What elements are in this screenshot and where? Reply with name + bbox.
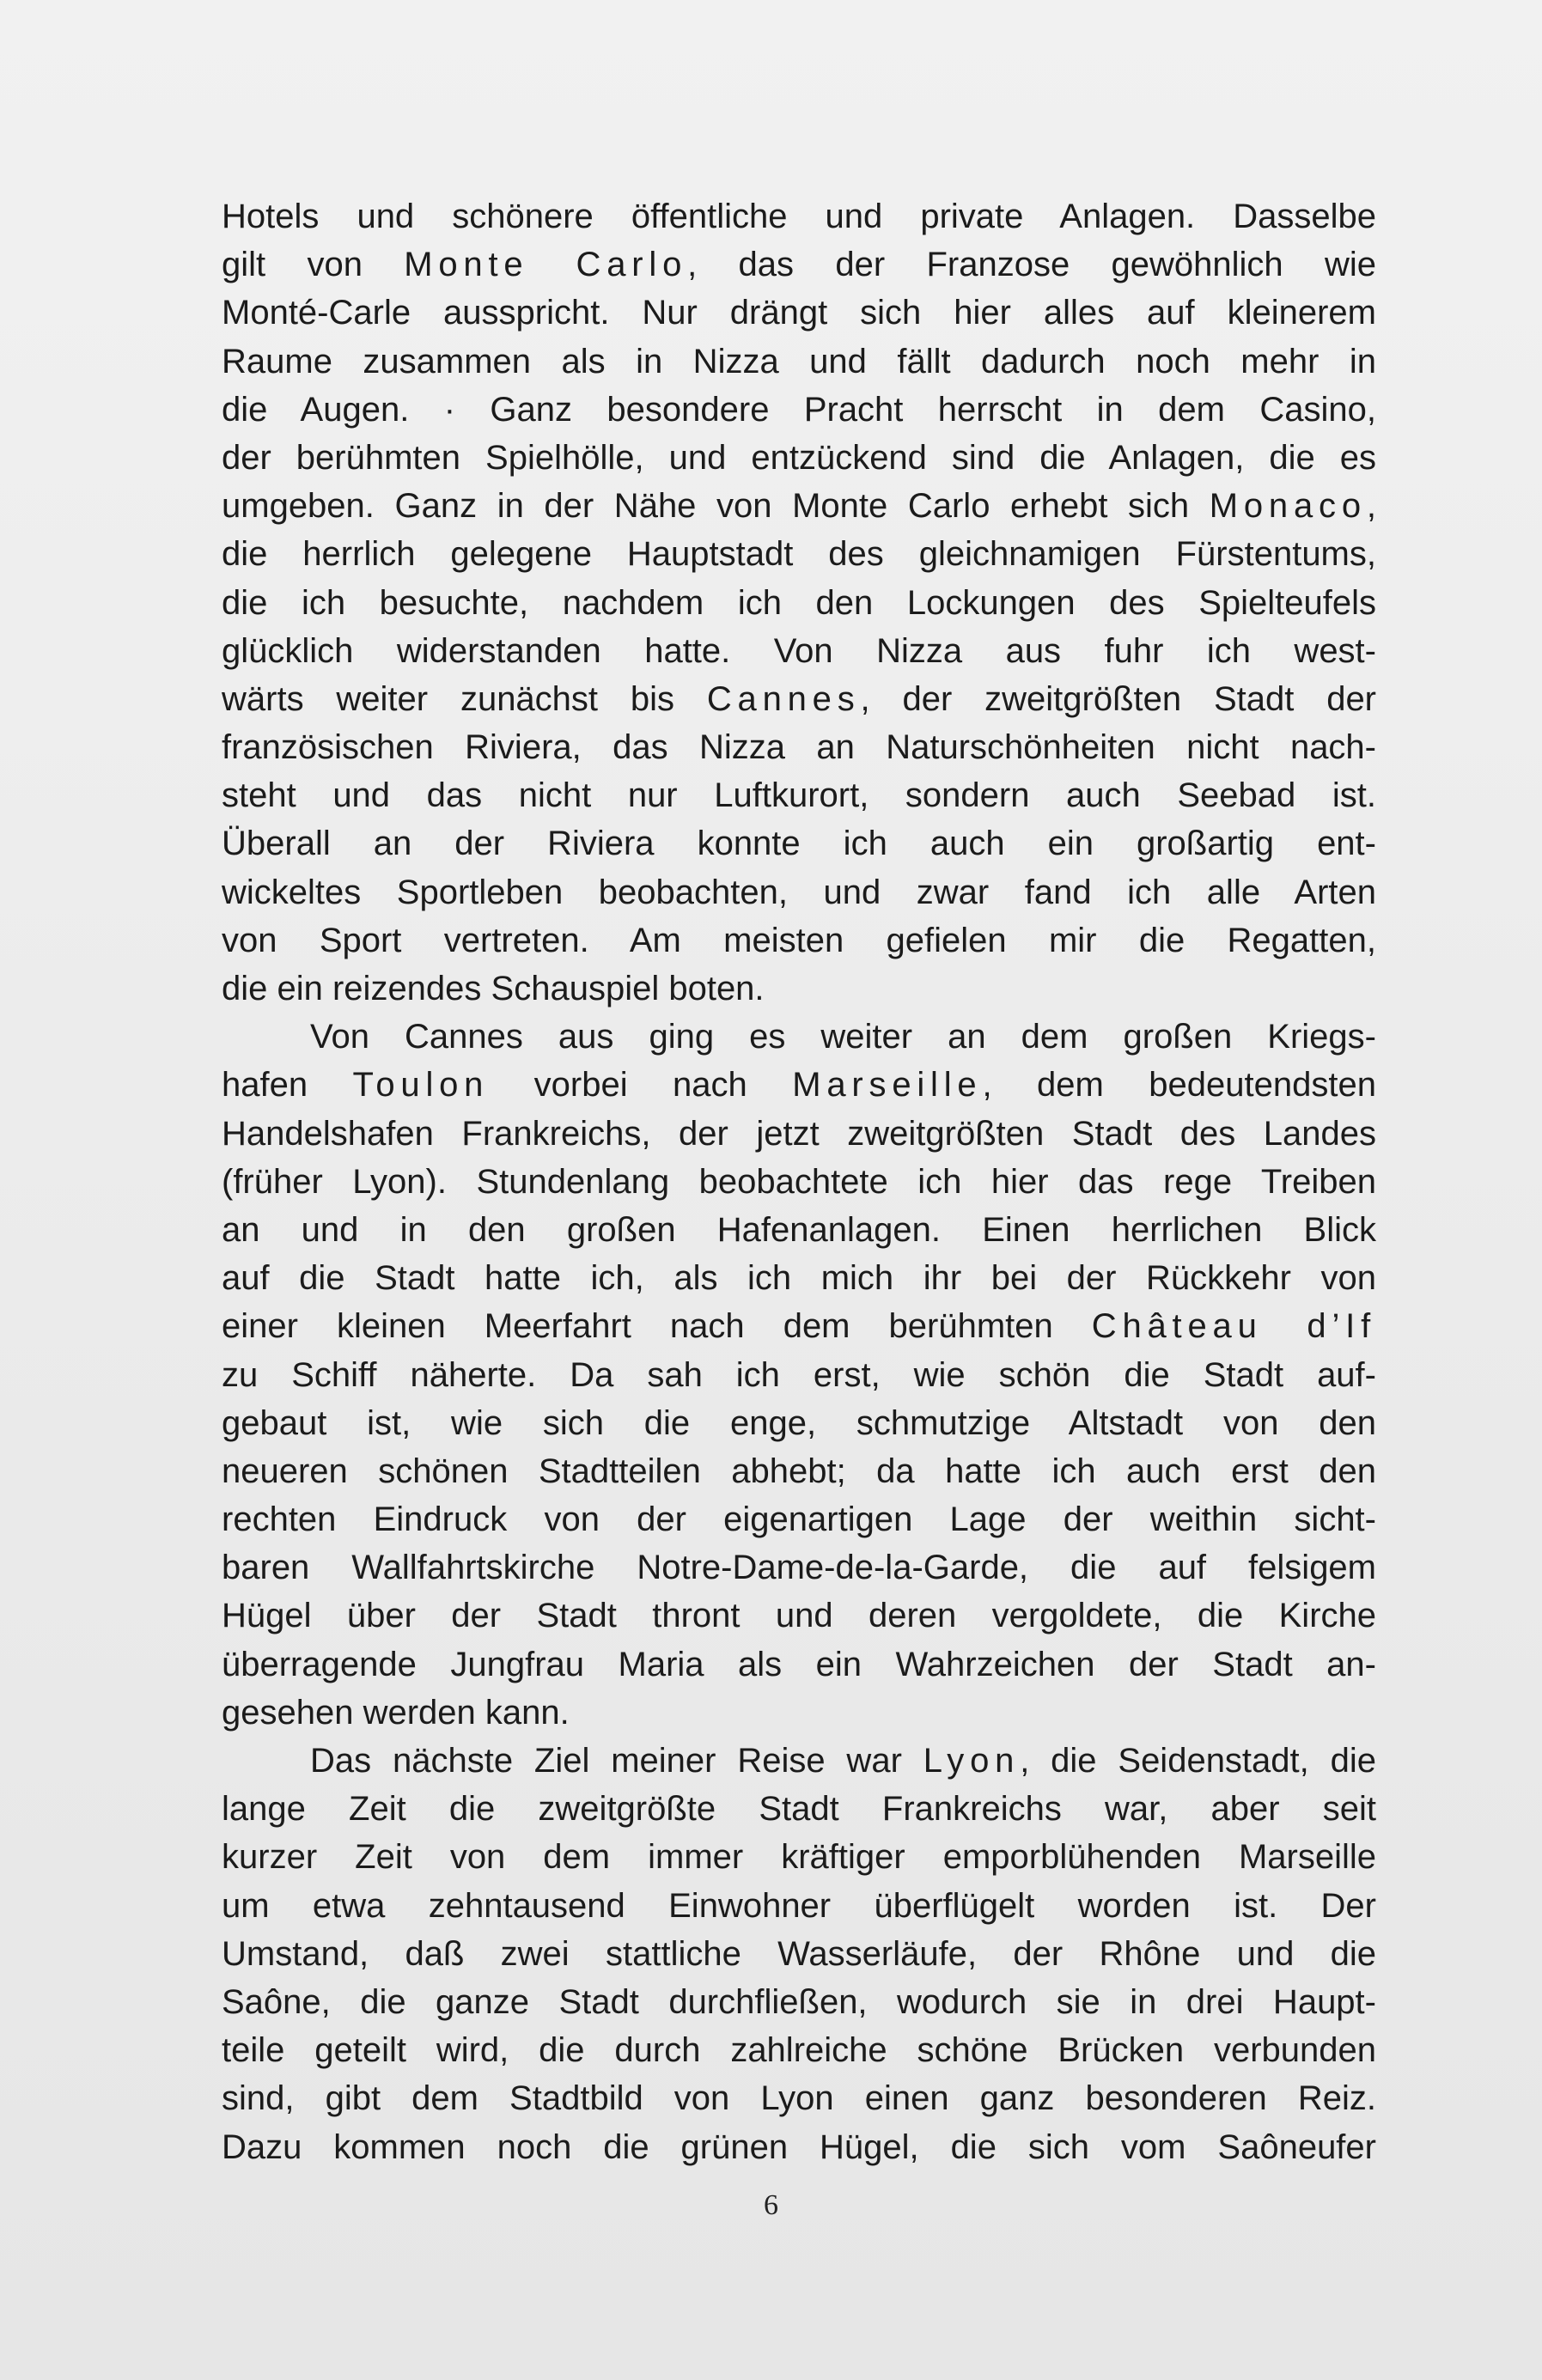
- text-line: Umstand, daß zwei stattliche Wasserläufe, der Rhône und die: [222, 1934, 1376, 1973]
- text-line: auf die Stadt hatte ich, als ich mich ihr bei der Rückkehr von: [222, 1259, 1376, 1298]
- paragraph: [222, 1013, 1376, 1737]
- text-line: wickeltes Sportleben beobachten, und zwar fand ich alle Arten: [222, 873, 1376, 911]
- text-line: von Sport vertreten. Am meisten gefielen mir die Regatten,: [222, 921, 1376, 959]
- text-line: umgeben. Ganz in der Nähe von Monte Carlo erhebt sich Monaco,: [222, 487, 1376, 526]
- text-line: steht und das nicht nur Luftkurort, sondern auch Seebad ist.: [222, 776, 1376, 815]
- text-line: rechten Eindruck von der eigenartigen Lage der weithin sicht-: [222, 1500, 1376, 1539]
- text-line: gebaut ist, wie sich die enge, schmutzige Altstadt von den: [222, 1403, 1376, 1442]
- text-line: sind, gibt dem Stadtbild von Lyon einen ganz besonderen Reiz.: [222, 2079, 1376, 2118]
- text-line: zu Schiff näherte. Da sah ich erst, wie schön die Stadt auf-: [222, 1355, 1376, 1394]
- text-line: der berühmten Spielhölle, und entzückend sind die Anlagen, die es: [222, 438, 1376, 477]
- text-line: Saône, die ganze Stadt durchfließen, wodurch sie in drei Haupt-: [222, 1982, 1376, 2021]
- spaced-name: Château d’If: [1091, 1307, 1376, 1346]
- text-line: französischen Riviera, das Nizza an Naturschönheiten nicht nach-: [222, 728, 1376, 767]
- text-line: hafen Toulon vorbei nach Marseille, dem bedeutendsten: [222, 1066, 1376, 1105]
- text-line: die Augen. · Ganz besondere Pracht herrscht in dem Casino,: [222, 390, 1376, 429]
- text-line: an und in den großen Hafenanlagen. Einen herrlichen Blick: [222, 1210, 1376, 1249]
- text-line: Das nächste Ziel meiner Reise war Lyon, die Seidenstadt, die: [310, 1742, 1376, 1780]
- text-line: (früher Lyon). Stundenlang beobachtete ich hier das rege Treiben: [222, 1162, 1376, 1201]
- text-line: Überall an der Riviera konnte ich auch ein großartig ent-: [222, 825, 1376, 863]
- body-text: [222, 192, 1376, 2171]
- text-line: Raume zusammen als in Nizza und fällt dadurch noch mehr in: [222, 342, 1376, 380]
- text-line: gilt von Monte Carlo, das der Franzose gewöhnlich wie: [222, 246, 1376, 284]
- text-line: die ein reizendes Schauspiel boten.: [222, 970, 765, 1007]
- spaced-name: Monaco: [1209, 487, 1367, 526]
- page-number: 6: [764, 2189, 778, 2221]
- spaced-name: Monte Carlo: [404, 246, 688, 284]
- spaced-name: Cannes: [706, 679, 861, 718]
- paragraph: [222, 1737, 1376, 2171]
- text-line: Hotels und schönere öffentliche und private Anlagen. Dasselbe: [222, 198, 1376, 235]
- text-line: überragende Jungfrau Maria als ein Wahrzeichen der Stadt an-: [222, 1645, 1376, 1683]
- text-line: baren Wallfahrtskirche Notre-Dame-de-la-Garde, die auf felsigem: [222, 1549, 1376, 1587]
- text-line: glücklich widerstanden hatte. Von Nizza aus fuhr ich west-: [222, 631, 1376, 670]
- text-line: Hügel über der Stadt thront und deren vergoldete, die Kirche: [222, 1597, 1376, 1635]
- text-line: kurzer Zeit von dem immer kräftiger emporblühenden Marseille: [222, 1838, 1376, 1877]
- spaced-name: Toulon: [352, 1066, 490, 1105]
- text-line: teile geteilt wird, die durch zahlreiche schöne Brücken verbunden: [222, 2031, 1376, 2070]
- text-line: Handelshafen Frankreichs, der jetzt zweitgrößten Stadt des Landes: [222, 1114, 1376, 1153]
- spaced-name: Lyon: [923, 1742, 1021, 1780]
- text-line: die ich besuchte, nachdem ich den Lockungen des Spielteufels: [222, 583, 1376, 622]
- text-line: neueren schönen Stadtteilen abhebt; da hatte ich auch erst den: [222, 1452, 1376, 1490]
- text-line: gesehen werden kann.: [222, 1693, 570, 1732]
- text-line: die herrlich gelegene Hauptstadt des gleichnamigen Fürstentums,: [222, 535, 1376, 574]
- text-line: lange Zeit die zweitgrößte Stadt Frankreichs war, aber seit: [222, 1790, 1376, 1829]
- spaced-name: Marseille: [792, 1066, 983, 1105]
- text-line: Dazu kommen noch die grünen Hügel, die sich vom Saôneufer: [222, 2127, 1376, 2166]
- text-line: um etwa zehntausend Einwohner überflügelt worden ist. Der: [222, 1886, 1376, 1925]
- paragraph: [222, 192, 1376, 1013]
- text-line: wärts weiter zunächst bis Cannes, der zweitgrößten Stadt der: [222, 679, 1377, 718]
- text-line: einer kleinen Meerfahrt nach dem berühmten Château d’If: [222, 1307, 1376, 1346]
- text-line: Von Cannes aus ging es weiter an dem großen Kriegs-: [310, 1018, 1376, 1056]
- text-line: Monté-Carle ausspricht. Nur drängt sich hier alles auf kleinerem: [222, 294, 1376, 332]
